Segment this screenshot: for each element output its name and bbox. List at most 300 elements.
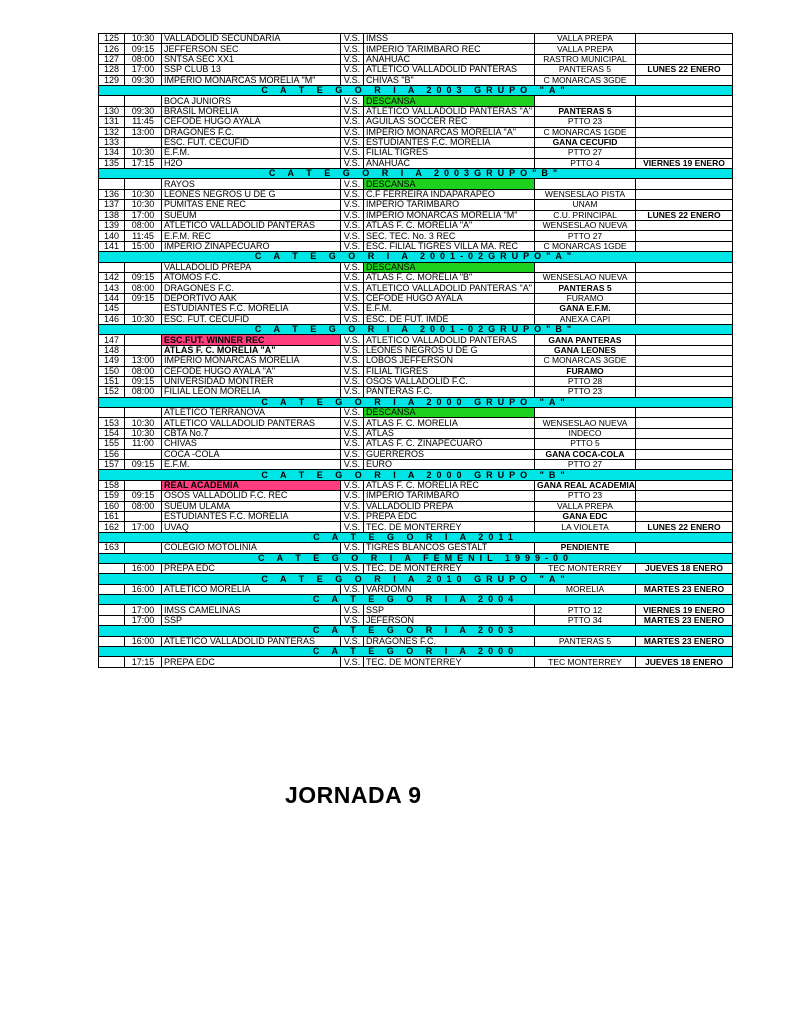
venue-result: PTTO 5 [535,439,636,449]
category-label: C A T E G O R I A 2003 [99,626,733,636]
match-row [99,335,733,345]
match-row [99,314,733,324]
match-time: 16:00 [125,563,162,573]
match-time [125,179,162,189]
away-team: ATLETICO VALLADOLID PANTERAS [364,335,535,345]
match-row [99,137,733,147]
away-team: OSOS VALLADOLID F.C. [364,376,535,386]
away-team: ATLETICO VALLADOLID PANTERAS [364,65,535,75]
away-team: TEC. DE MONTERREY [364,563,535,573]
venue-result: PTTO 23 [535,491,636,501]
match-date: LUNES 22 ENERO [636,210,733,220]
venue-result: GANA PANTERAS [535,335,636,345]
match-row [99,75,733,85]
match-row [99,449,733,459]
match-date [636,511,733,521]
match-row [99,106,733,116]
match-number [99,584,125,594]
match-row [99,428,733,438]
match-date [636,501,733,511]
schedule-table [98,33,733,668]
match-row [99,543,733,553]
venue-result: PTTO 34 [535,615,636,625]
match-time: 17:00 [125,605,162,615]
versus-label: V.S. [341,44,364,54]
versus-label: V.S. [341,262,364,272]
schedule-body [99,34,733,668]
match-date [636,106,733,116]
venue-result [535,179,636,189]
away-team: TIGRES BLANCOS GESTALT [364,543,535,553]
match-time: 10:30 [125,34,162,44]
match-row [99,283,733,293]
match-number: 149 [99,356,125,366]
away-team: IMPERIO MONARCAS MORELIA "M" [364,210,535,220]
home-team: ESTUDIANTES F.C. MORELIA [162,511,341,521]
venue-result: VALLA PREPA [535,501,636,511]
match-number [99,657,125,667]
match-time [125,335,162,345]
match-row [99,657,733,667]
category-label: C A T E G O R I A 2000 GRUPO "A" [99,397,733,407]
versus-label: V.S. [341,127,364,137]
away-team: FILIAL TIGRES [364,366,535,376]
match-time: 09:15 [125,376,162,386]
away-team: GUERREROS [364,449,535,459]
match-date [636,34,733,44]
away-team: ATLAS F. C. MORELIA "A" [364,221,535,231]
match-number: 128 [99,65,125,75]
category-label: C A T E G O R I A 2000 [99,647,733,657]
venue-result: INDECO [535,428,636,438]
match-row [99,231,733,241]
versus-label: V.S. [341,449,364,459]
home-team: SSP CLUB 13 [162,65,341,75]
match-number [99,179,125,189]
versus-label: V.S. [341,200,364,210]
category-label: C A T E G O R I A FEMENIL 1999-00 [99,553,733,563]
match-number: 151 [99,376,125,386]
home-team: CHIVAS [162,439,341,449]
match-date [636,96,733,106]
home-team: RAYOS [162,179,341,189]
venue-result: TEC MONTERREY [535,563,636,573]
match-number: 139 [99,221,125,231]
match-row [99,96,733,106]
home-team: ESC.FUT. WINNER REC [162,335,341,345]
versus-label: V.S. [341,75,364,85]
away-team: TEC. DE MONTERREY [364,657,535,667]
match-number: 158 [99,480,125,490]
match-time: 17:00 [125,65,162,75]
away-team: DESCANSA [364,262,535,272]
match-number [99,408,125,418]
jornada-title: JORNADA 9 [285,782,422,808]
away-team: IMPERIO TARIMBARO REC [364,44,535,54]
match-number: 136 [99,189,125,199]
match-row [99,241,733,251]
match-date [636,231,733,241]
venue-result: GANA REAL ACADEMIA [535,480,636,490]
home-team: SSP [162,615,341,625]
match-number: 140 [99,231,125,241]
versus-label: V.S. [341,231,364,241]
match-number: 156 [99,449,125,459]
versus-label: V.S. [341,636,364,646]
home-team: E.F.M. [162,460,341,470]
match-number: 150 [99,366,125,376]
match-date: LUNES 22 ENERO [636,522,733,532]
home-team: ESTUDIANTES F.C. MORELIA [162,304,341,314]
match-row [99,563,733,573]
match-number: 152 [99,387,125,397]
match-number: 127 [99,54,125,64]
home-team: IMPERIO MONARCAS MORELIA [162,356,341,366]
home-team: ATOMOS F.C. [162,272,341,282]
home-team: UVAQ [162,522,341,532]
away-team: ATLAS [364,428,535,438]
match-date: JUEVES 18 ENERO [636,563,733,573]
match-time [125,449,162,459]
home-team: COLEGIO MOTOLINIA [162,543,341,553]
match-number: 125 [99,34,125,44]
match-date [636,241,733,251]
versus-label: V.S. [341,657,364,667]
versus-label: V.S. [341,34,364,44]
venue-result: VALLA PREPA [535,44,636,54]
versus-label: V.S. [341,241,364,251]
venue-result: PANTERAS 5 [535,636,636,646]
away-team: IMPERIO MONARCAS MORELIA "A" [364,127,535,137]
match-row [99,200,733,210]
versus-label: V.S. [341,304,364,314]
venue-result: WENSESLAO NUEVA [535,272,636,282]
match-time [125,96,162,106]
versus-label: V.S. [341,117,364,127]
venue-result: C MONARCAS 3GDE [535,75,636,85]
category-header-row [99,324,733,334]
match-number [99,636,125,646]
match-date [636,221,733,231]
venue-result: ANEXA CAPI [535,314,636,324]
versus-label: V.S. [341,584,364,594]
versus-label: V.S. [341,439,364,449]
home-team: SUEUM ULAMA [162,501,341,511]
match-time: 09:30 [125,106,162,116]
match-row [99,221,733,231]
match-row [99,615,733,625]
versus-label: V.S. [341,543,364,553]
versus-label: V.S. [341,345,364,355]
category-header-row [99,595,733,605]
match-row [99,522,733,532]
home-team: VALLADOLID PREPA [162,262,341,272]
match-time: 08:00 [125,54,162,64]
versus-label: V.S. [341,460,364,470]
match-number: 138 [99,210,125,220]
away-team: ESC. FILIAL TIGRES VILLA MA. REC [364,241,535,251]
match-row [99,376,733,386]
venue-result: PTTO 27 [535,460,636,470]
match-time: 13:00 [125,127,162,137]
match-time: 13:00 [125,356,162,366]
match-date [636,127,733,137]
venue-result [535,96,636,106]
category-label: C A T E G O R I A 2000 GRUPO "B" [99,470,733,480]
home-team: VALLADOLID SECUNDARIA [162,34,341,44]
venue-result: VALLA PREPA [535,34,636,44]
match-date [636,439,733,449]
match-date [636,428,733,438]
match-row [99,366,733,376]
match-number: 148 [99,345,125,355]
away-team: DESCANSA [364,96,535,106]
versus-label: V.S. [341,511,364,521]
match-date [636,304,733,314]
versus-label: V.S. [341,283,364,293]
home-team: ATLETICO TERRANOVA [162,408,341,418]
match-number: 145 [99,304,125,314]
category-header-row [99,626,733,636]
away-team: AGUILAS SOCCER REC [364,117,535,127]
venue-result: WENSESLAO NUEVA [535,221,636,231]
match-number: 142 [99,272,125,282]
match-number: 159 [99,491,125,501]
away-team: ATLAS F. C. MORELIA REC [364,480,535,490]
match-date [636,543,733,553]
match-row [99,179,733,189]
match-number [99,605,125,615]
match-time [125,304,162,314]
match-row [99,272,733,282]
match-time: 10:30 [125,314,162,324]
match-date [636,148,733,158]
match-date [636,283,733,293]
away-team: CHIVAS "B" [364,75,535,85]
match-number: 137 [99,200,125,210]
match-date [636,44,733,54]
match-time: 16:00 [125,584,162,594]
home-team: BOCA JUNIORS [162,96,341,106]
home-team: ATLETICO MORELIA [162,584,341,594]
venue-result: C MONARCAS 1GDE [535,241,636,251]
venue-result: C MONARCAS 1GDE [535,127,636,137]
away-team: SSP [364,605,535,615]
match-date [636,54,733,64]
venue-result: GANA LEONES [535,345,636,355]
versus-label: V.S. [341,65,364,75]
match-number: 134 [99,148,125,158]
match-row [99,148,733,158]
venue-result: PENDIENTE [535,543,636,553]
versus-label: V.S. [341,272,364,282]
venue-result: GANA E.F.M. [535,304,636,314]
match-date: LUNES 22 ENERO [636,65,733,75]
venue-result: UNAM [535,200,636,210]
away-team: ESTUDIANTES F.C. MORELIA [364,137,535,147]
match-number [99,563,125,573]
away-team: DRAGONES F.C. [364,636,535,646]
away-team: ESC. DE FUT. IMDE [364,314,535,324]
match-row [99,210,733,220]
category-header-row [99,574,733,584]
category-label: C A T E G O R I A 2003 GRUPO "A" [99,85,733,95]
versus-label: V.S. [341,480,364,490]
category-header-row [99,647,733,657]
match-time: 09:15 [125,293,162,303]
match-row [99,293,733,303]
category-label: C A T E G O R I A 2004 [99,595,733,605]
venue-result: FURAMO [535,366,636,376]
match-time: 09:15 [125,460,162,470]
match-time: 10:30 [125,418,162,428]
versus-label: V.S. [341,148,364,158]
match-row [99,345,733,355]
away-team: IMPERIO TARIMBARO [364,491,535,501]
venue-result: RASTRO MUNICIPAL [535,54,636,64]
match-row [99,304,733,314]
home-team: ATLETICO VALLADOLID PANTERAS [162,221,341,231]
match-number: 126 [99,44,125,54]
match-date [636,449,733,459]
match-date [636,117,733,127]
match-date [636,314,733,324]
match-time: 10:30 [125,200,162,210]
match-row [99,262,733,272]
venue-result: C.U. PRINCIPAL [535,210,636,220]
match-time: 17:00 [125,615,162,625]
match-number: 153 [99,418,125,428]
home-team: CEFODE HUGO AYALA [162,117,341,127]
away-team: VARDOMN [364,584,535,594]
match-time: 17:15 [125,657,162,667]
match-row [99,460,733,470]
match-number: 146 [99,314,125,324]
away-team: ATLETICO VALLADOLID PANTERAS "A" [364,283,535,293]
match-row [99,117,733,127]
match-time: 09:15 [125,491,162,501]
away-team: PANTERAS F.C. [364,387,535,397]
versus-label: V.S. [341,376,364,386]
match-time: 09:15 [125,44,162,54]
match-date: MARTES 23 ENERO [636,584,733,594]
match-number: 157 [99,460,125,470]
versus-label: V.S. [341,501,364,511]
home-team: PREPA EDC [162,657,341,667]
venue-result: PTTO 23 [535,387,636,397]
versus-label: V.S. [341,54,364,64]
venue-result: GANA CECUFID [535,137,636,147]
match-row [99,44,733,54]
match-number: 129 [99,75,125,85]
home-team: ESC. FUT. CECUFID [162,314,341,324]
category-label: C A T E G O R I A 2010 GRUPO "A" [99,574,733,584]
match-date [636,460,733,470]
match-number: 154 [99,428,125,438]
match-number: 155 [99,439,125,449]
match-time: 08:00 [125,283,162,293]
versus-label: V.S. [341,158,364,168]
venue-result: PTTO 23 [535,117,636,127]
match-time: 17:15 [125,158,162,168]
versus-label: V.S. [341,314,364,324]
venue-result: PANTERAS 5 [535,283,636,293]
venue-result: FURAMO [535,293,636,303]
home-team: OSOS VALLADOLID F.C. REC [162,491,341,501]
away-team: EURO [364,460,535,470]
home-team: JEFFERSON SEC [162,44,341,54]
home-team: E.F.M. [162,148,341,158]
match-row [99,636,733,646]
away-team: ATLETICO VALLADOLID PANTERAS "A" [364,106,535,116]
match-time: 15:00 [125,241,162,251]
home-team: IMSS CAMELINAS [162,605,341,615]
category-header-row [99,169,733,179]
match-number: 131 [99,117,125,127]
home-team: CEFODE HUGO AYALA "A" [162,366,341,376]
match-time [125,137,162,147]
match-time: 11:45 [125,117,162,127]
match-time: 09:15 [125,272,162,282]
away-team: IMSS [364,34,535,44]
match-number: 130 [99,106,125,116]
venue-result: C MONARCAS 3GDE [535,356,636,366]
match-number: 143 [99,283,125,293]
versus-label: V.S. [341,106,364,116]
versus-label: V.S. [341,335,364,345]
away-team: VALLADOLID PREPA [364,501,535,511]
versus-label: V.S. [341,408,364,418]
away-team: IMPERIO TARIMBARO [364,200,535,210]
home-team: ATLETICO VALLADOLID PANTERAS [162,636,341,646]
home-team: CBTA No.7 [162,428,341,438]
match-row [99,480,733,490]
category-label: C A T E G O R I A 2001-02GRUPO"A" [99,252,733,262]
match-number: 162 [99,522,125,532]
match-row [99,491,733,501]
away-team: LEONES NEGROS U DE G [364,345,535,355]
match-date [636,262,733,272]
match-time [125,511,162,521]
category-header-row [99,252,733,262]
match-row [99,408,733,418]
home-team: DEPORTIVO AAK [162,293,341,303]
match-date [636,179,733,189]
match-number: 163 [99,543,125,553]
match-date [636,366,733,376]
match-row [99,34,733,44]
match-row [99,158,733,168]
home-team: DRAGONES F.C. [162,283,341,293]
away-team: PREPA EDC [364,511,535,521]
home-team: SNTSA SEC XX1 [162,54,341,64]
home-team: ESC. FUT. CECUFID [162,137,341,147]
home-team: UNIVERSIDAD MONTRER [162,376,341,386]
match-number [99,96,125,106]
home-team: PUMITAS ENE REC [162,200,341,210]
match-time: 10:30 [125,148,162,158]
match-time: 08:00 [125,221,162,231]
versus-label: V.S. [341,387,364,397]
venue-result: LA VIOLETA [535,522,636,532]
match-time [125,262,162,272]
match-date [636,200,733,210]
match-time: 09:30 [125,75,162,85]
category-header-row [99,397,733,407]
match-date [636,293,733,303]
match-number [99,262,125,272]
away-team: DESCANSA [364,179,535,189]
